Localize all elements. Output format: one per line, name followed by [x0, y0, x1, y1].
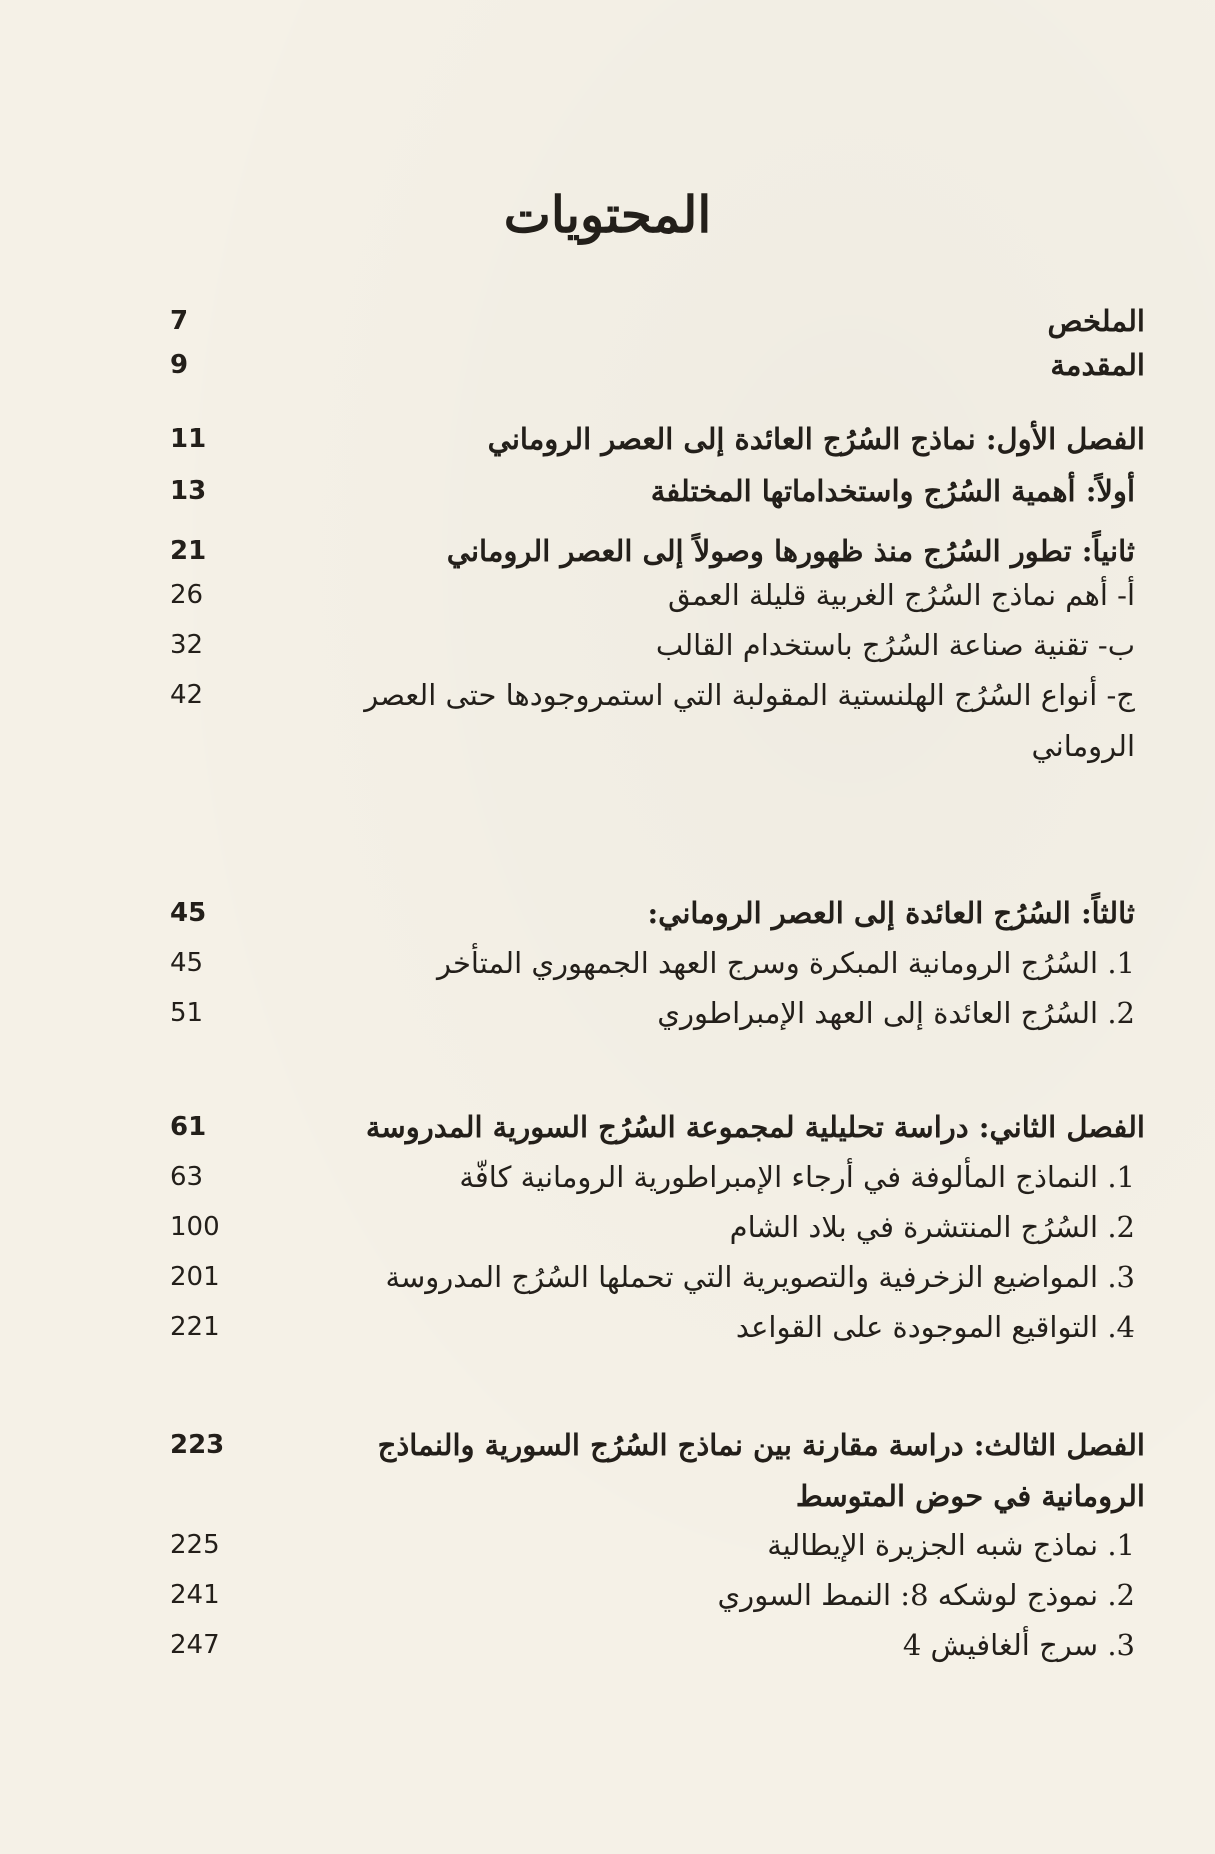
toc-entry — [160, 340, 1145, 391]
toc-page-number: 11 — [170, 424, 207, 454]
toc-entry — [160, 1102, 1145, 1153]
toc-page-number: 201 — [170, 1262, 220, 1292]
toc-entry-label: الفصل الأول: نماذج السُرُج العائدة إلى العصر الروماني — [487, 422, 1145, 456]
toc-entry — [160, 1570, 1145, 1621]
toc-page-number: 13 — [170, 476, 207, 506]
toc-page-number: 241 — [170, 1580, 220, 1610]
toc-entry — [160, 1152, 1145, 1203]
toc-entry-label: 4. التواقيع الموجودة على القواعد — [735, 1310, 1135, 1344]
toc-entry — [160, 620, 1145, 671]
toc-entry-label: 2. السُرُج العائدة إلى العهد الإمبراطوري — [657, 996, 1135, 1030]
toc-page-number: 45 — [170, 898, 207, 928]
toc-page-number: 21 — [170, 536, 207, 566]
toc-page-number: 63 — [170, 1162, 204, 1192]
toc-page-number: 221 — [170, 1312, 220, 1342]
toc-entry — [160, 938, 1145, 989]
page-title: المحتويات — [503, 185, 712, 244]
toc-entry — [160, 414, 1145, 465]
toc-entry-label: 3. المواضيع الزخرفية والتصويرية التي تحملها السُرُج المدروسة — [385, 1260, 1135, 1294]
toc-entry-label: ب- تقنية صناعة السُرُج باستخدام القالب — [655, 628, 1135, 662]
toc-entry — [160, 1252, 1145, 1303]
toc-entry-label: 2. السُرُج المنتشرة في بلاد الشام — [729, 1210, 1135, 1244]
toc-entry — [160, 1302, 1145, 1353]
toc-page-number: 26 — [170, 580, 204, 610]
toc-entry-label: 1. السُرُج الرومانية المبكرة وسرج العهد الجمهوري المتأخر — [436, 946, 1135, 980]
toc-entry-label: أ- أهم نماذج السُرُج الغربية قليلة العمق — [667, 578, 1135, 612]
toc-entry — [160, 1202, 1145, 1253]
toc-entry — [160, 988, 1145, 1039]
toc-entry — [160, 1620, 1145, 1671]
toc-entry-label: الملخص — [1047, 304, 1145, 338]
toc-entry-label: الفصل الثالث: دراسة مقارنة بين نماذج السُرُج السورية والنماذج الرومانية في حوض المتوسط — [377, 1428, 1145, 1513]
toc-page-number: 223 — [170, 1430, 225, 1460]
toc-page-number: 7 — [170, 306, 189, 336]
toc-page-number: 42 — [170, 680, 204, 710]
toc-entry-label: 2. نموذج لوشكه 8: النمط السوري — [717, 1578, 1135, 1612]
toc-entry — [160, 888, 1145, 939]
toc-page-number: 51 — [170, 998, 204, 1028]
toc-entry — [160, 1420, 1145, 1522]
toc-entry-label: أولاً: أهمية السُرُج واستخداماتها المختلفة — [650, 474, 1135, 508]
toc-entry — [160, 1520, 1145, 1571]
toc-page-number: 61 — [170, 1112, 207, 1142]
toc-entry — [160, 570, 1145, 621]
toc-page-number: 225 — [170, 1530, 220, 1560]
toc-entry-label: 3. سرج ألغافيش 4 — [902, 1628, 1135, 1662]
toc-page-number: 45 — [170, 948, 204, 978]
toc-page-number: 100 — [170, 1212, 220, 1242]
toc-entry-label: 1. النماذج المألوفة في أرجاء الإمبراطورية الرومانية كافّة — [459, 1160, 1135, 1194]
toc-entry-label: ج- أنواع السُرُج الهلنستية المقولبة التي استمروجودها حتى العصر الروماني — [364, 678, 1135, 763]
toc-page-number: 9 — [170, 350, 189, 380]
toc-entry-label: ثانياً: تطور السُرُج منذ ظهورها وصولاً إلى العصر الروماني — [446, 534, 1135, 568]
toc-entry-label: ثالثاً: السُرُج العائدة إلى العصر الروماني: — [647, 896, 1135, 930]
toc-entry-label: المقدمة — [1050, 348, 1145, 382]
toc-entry — [160, 466, 1145, 517]
toc-entry — [160, 670, 1145, 772]
toc-entry-label: الفصل الثاني: دراسة تحليلية لمجموعة السُرُج السورية المدروسة — [365, 1110, 1145, 1144]
toc-entry-label: 1. نماذج شبه الجزيرة الإيطالية — [767, 1528, 1135, 1562]
toc-page-number: 32 — [170, 630, 204, 660]
toc-page-number: 247 — [170, 1630, 220, 1660]
